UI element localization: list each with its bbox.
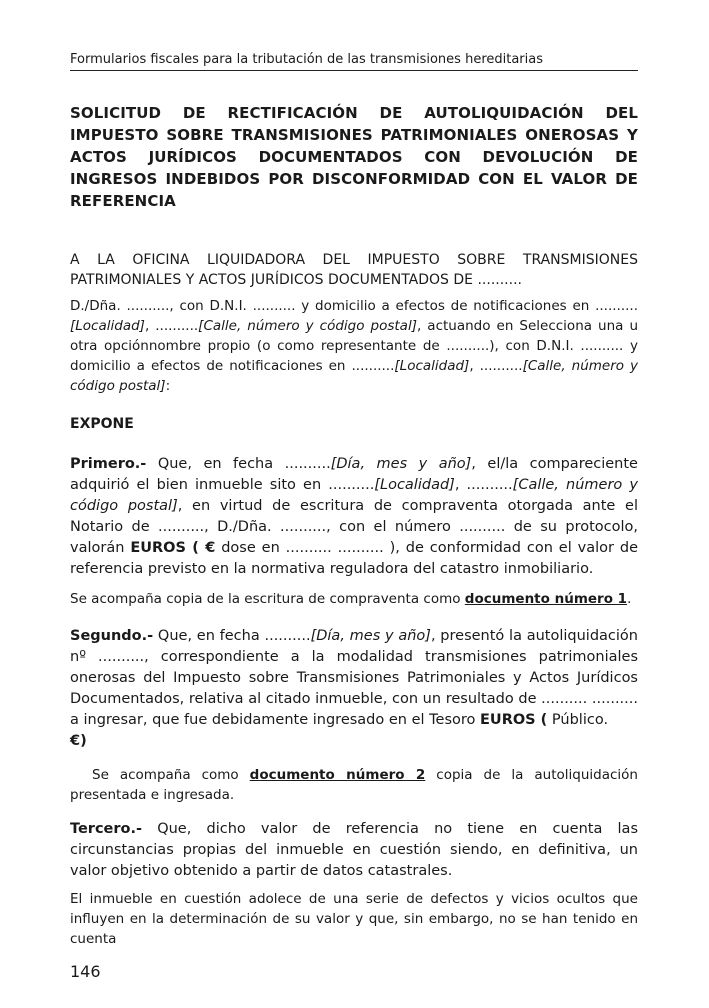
tercero-paragraph: Tercero.- Que, dicho valor de referencia no tiene en cuenta las circunstancias propias del inmueble en cuestión siendo, en definitiva, un valor objetivo obtenido a partir de datos catastrales. [70,821,638,879]
segundo-paragraph: Segundo.- Que, en fecha ..........[Día, mes y año], presentó la autoliquidación nº .........., correspondiente a la modalidad transmisiones patrimoniales onerosas del Impuesto sobre Transmisiones Patrimoniales y Actos Jurídicos Documentados, relativa al citado inmueble, con un resultado de .......... .......... a ingresar, que fue debidamente ingresado en el Tesoro EUROS ( Público. €) [70,628,638,749]
addressee: A LA OFICINA LIQUIDADORA DEL IMPUESTO SOBRE TRANSMISIONES PATRIMONIALES Y ACTOS JURÍDICOS DOCUMENTADOS DE .......... [70,252,638,288]
intro-paragraph: D./Dña. .........., con D.N.I. .......... y domicilio a efectos de notificaciones en .......... [Localidad], ..........[Calle, número y código postal], actuando en Selecciona una u otra opciónnombre propio (o como representante de ..........), con D.N.I. .......... y domicilio a efectos de notificaciones en ..........[Localidad], ..........[Calle, número y código postal]: [70,298,639,394]
primero-paragraph: Primero.- Que, en fecha ..........[Día, mes y año], el/la compareciente adquirió el bien inmueble sito en ..........[Localidad], ..........[Calle, número y código postal], en virtud de escritura de compraventa otorgada ante el Notario de .........., D./Dña. .........., con el número .......... de su protocolo, valorán EUROS ( € dose en .......... .......... ), de conformidad con el valor de referencia previsto en la normativa reguladora del catastro inmobiliario. [70,456,638,577]
closing-paragraph: El inmueble en cuestión adolece de una serie de defectos y vicios ocultos que influyen en la determinación de su valor y que, sin embargo, no se han tenido en cuenta [70,891,638,947]
segundo-document-note: Se acompaña como documento número 2 copia de la autoliquidación presentada e ingresada. [70,767,638,803]
primero-document-note: Se acompaña copia de la escritura de compraventa como documento número 1. [70,591,632,607]
page-number: 146 [70,962,101,981]
document-title: SOLICITUD DE RECTIFICACIÓN DE AUTOLIQUIDACIÓN DEL IMPUESTO SOBRE TRANSMISIONES PATRIMONIALES ONEROSAS Y ACTOS JURÍDICOS DOCUMENTADOS CON DEVOLUCIÓN DE INGRESOS INDEBIDOS POR DISCONFORMIDAD CON EL VALOR DE REFERENCIA [70,104,638,210]
running-header: Formularios fiscales para la tributación de las transmisiones hereditarias [70,52,638,71]
document-1-reference: documento número 1 [464,591,628,607]
document-2-reference: documento número 2 [249,767,426,783]
expone-heading: EXPONE [70,416,134,432]
